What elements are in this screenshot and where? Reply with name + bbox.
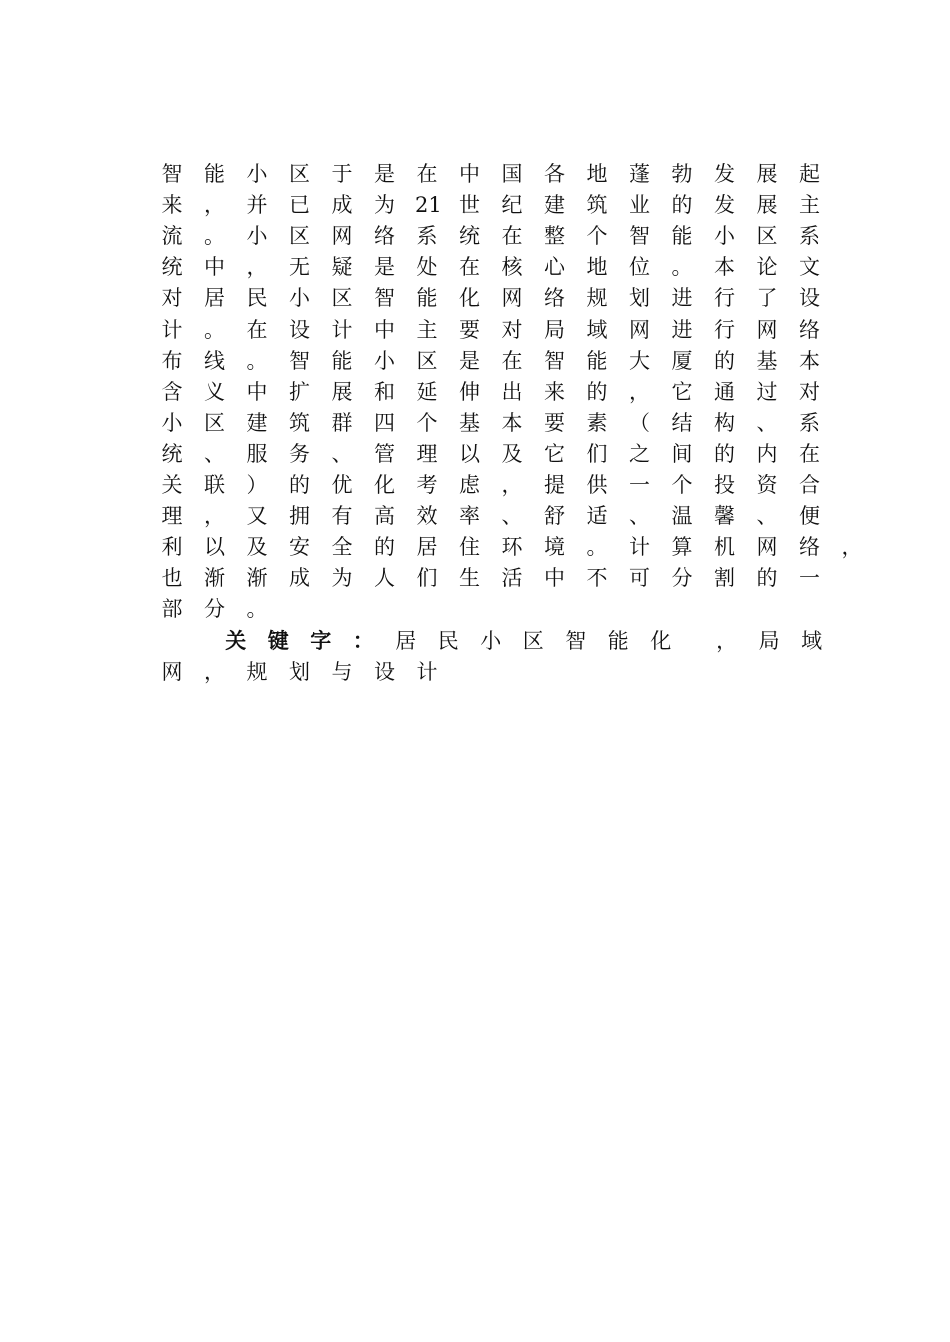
abstract-line bbox=[160, 159, 850, 189]
keywords-label-char: 键 bbox=[267, 627, 289, 653]
text-char: 渐 bbox=[204, 566, 225, 591]
text-char: 四 bbox=[374, 410, 395, 435]
text-char: 进 bbox=[671, 317, 693, 342]
text-char: 在 bbox=[501, 224, 523, 249]
keywords-line bbox=[160, 626, 850, 656]
text-char: 住 bbox=[459, 535, 480, 560]
text-char: 理 bbox=[416, 441, 438, 466]
text-char: 本 bbox=[501, 410, 523, 435]
text-char: 规 bbox=[586, 286, 608, 311]
text-char: 基 bbox=[459, 410, 480, 435]
abstract-line bbox=[160, 470, 850, 500]
keywords-char: 域 bbox=[801, 628, 823, 653]
text-char: 厦 bbox=[671, 348, 693, 373]
text-char: ） bbox=[246, 473, 268, 497]
text-char: 行 bbox=[714, 317, 735, 342]
text-char: 中 bbox=[374, 317, 395, 342]
text-char: 系 bbox=[799, 224, 820, 249]
text-char: 境 bbox=[544, 535, 565, 560]
keywords-label-char: 字 bbox=[310, 627, 332, 653]
keywords-label-char: 关 bbox=[225, 627, 247, 653]
text-char: 生 bbox=[459, 566, 480, 591]
text-char: 含 bbox=[161, 379, 183, 404]
text-char: 与 bbox=[331, 659, 353, 684]
keywords-char: 化 bbox=[650, 628, 672, 653]
text-char: 在 bbox=[501, 348, 523, 373]
text-char: 全 bbox=[331, 535, 353, 560]
text-char: 割 bbox=[714, 566, 735, 591]
text-char: 适 bbox=[586, 504, 608, 529]
text-char: 智 bbox=[161, 162, 183, 186]
text-char: 对 bbox=[161, 286, 183, 311]
text-char: 起 bbox=[799, 162, 820, 186]
text-char: 计 bbox=[161, 317, 183, 342]
text-char: 世 bbox=[459, 193, 480, 218]
text-char: 是 bbox=[374, 255, 395, 280]
text-char: 小 bbox=[246, 162, 268, 186]
text-char: 纪 bbox=[501, 193, 523, 218]
keywords-char: 智 bbox=[565, 628, 587, 653]
text-char: 中 bbox=[204, 255, 225, 280]
text-char: 提 bbox=[544, 473, 565, 497]
text-char: 区 bbox=[204, 410, 225, 435]
text-char: 络 bbox=[374, 224, 395, 249]
text-char: 温 bbox=[671, 504, 693, 529]
text-char: 于 bbox=[331, 162, 353, 186]
text-char: 们 bbox=[416, 566, 438, 591]
text-char: 是 bbox=[459, 348, 480, 373]
text-char: 合 bbox=[799, 473, 820, 497]
text-char: 展 bbox=[331, 379, 353, 404]
text-char: 来 bbox=[544, 379, 565, 404]
text-char: 设 bbox=[374, 659, 395, 684]
text-char: 能 bbox=[586, 348, 608, 373]
abstract-line bbox=[160, 563, 850, 593]
text-char: 中 bbox=[246, 379, 268, 404]
text-char: 效 bbox=[416, 504, 438, 529]
text-char: 居 bbox=[204, 286, 225, 311]
text-char: 来 bbox=[161, 193, 183, 218]
abstract-line bbox=[160, 190, 850, 220]
text-char: 各 bbox=[544, 162, 565, 186]
text-char: 统 bbox=[161, 255, 183, 280]
text-char: 勃 bbox=[671, 162, 693, 186]
text-char: ， bbox=[629, 379, 650, 404]
text-char: 环 bbox=[501, 535, 523, 560]
text-char: 大 bbox=[629, 348, 650, 373]
text-char: 对 bbox=[501, 317, 523, 342]
text-char: 建 bbox=[544, 193, 565, 218]
keywords-char: 民 bbox=[437, 628, 459, 653]
text-char: 拥 bbox=[289, 504, 310, 529]
abstract-line bbox=[160, 346, 850, 376]
text-char: 以 bbox=[459, 441, 480, 466]
text-char: 理 bbox=[161, 504, 183, 529]
text-char: 21 bbox=[415, 193, 442, 218]
text-char: 络 bbox=[544, 286, 565, 311]
text-char: 无 bbox=[289, 255, 310, 280]
text-char: 在 bbox=[459, 255, 480, 280]
text-char: 服 bbox=[246, 441, 268, 466]
text-char: 率 bbox=[459, 504, 480, 529]
text-char: 业 bbox=[629, 193, 650, 218]
text-char: 、 bbox=[204, 441, 225, 466]
text-char: 过 bbox=[756, 379, 778, 404]
text-char: 它 bbox=[671, 379, 693, 404]
text-char: 优 bbox=[331, 473, 353, 497]
text-char: 了 bbox=[756, 286, 778, 311]
text-char: 素 bbox=[586, 410, 608, 435]
text-char: 规 bbox=[246, 659, 268, 684]
text-char: 义 bbox=[204, 379, 225, 404]
abstract-line bbox=[160, 439, 850, 469]
text-char: 并 bbox=[246, 193, 268, 218]
text-char: 国 bbox=[501, 162, 523, 186]
text-char: 文 bbox=[799, 255, 820, 280]
text-char: 之 bbox=[629, 441, 650, 466]
text-char: 展 bbox=[756, 193, 778, 218]
text-char: 通 bbox=[714, 379, 735, 404]
text-char: 蓬 bbox=[629, 162, 650, 186]
text-char: 的 bbox=[289, 473, 310, 497]
text-char: 供 bbox=[586, 473, 608, 497]
text-char: 小 bbox=[246, 224, 268, 249]
text-char: 及 bbox=[246, 535, 268, 560]
text-char: ， bbox=[204, 504, 225, 529]
text-char: 为 bbox=[331, 566, 353, 591]
text-char: 、 bbox=[756, 410, 778, 435]
text-char: 居 bbox=[416, 535, 438, 560]
text-char: 群 bbox=[331, 410, 353, 435]
text-char: 扩 bbox=[289, 379, 310, 404]
text-char: 疑 bbox=[331, 255, 353, 280]
text-char: 的 bbox=[671, 193, 693, 218]
text-char: 的 bbox=[374, 535, 395, 560]
text-char: 主 bbox=[416, 317, 438, 342]
text-char: 能 bbox=[416, 286, 438, 311]
text-char: （ bbox=[629, 410, 650, 435]
keywords-char: 能 bbox=[607, 628, 629, 653]
text-char: 和 bbox=[374, 379, 395, 404]
text-char: 、 bbox=[331, 441, 353, 466]
text-char: 小 bbox=[374, 348, 395, 373]
text-char: 为 bbox=[374, 193, 395, 218]
text-char: 主 bbox=[799, 193, 820, 218]
text-char: 个 bbox=[586, 224, 608, 249]
text-char: 有 bbox=[331, 504, 353, 529]
text-char: 计 bbox=[416, 659, 438, 684]
text-char: 的 bbox=[714, 441, 735, 466]
text-char: 对 bbox=[799, 379, 820, 404]
text-char: 中 bbox=[544, 566, 565, 591]
text-char: 论 bbox=[756, 255, 778, 280]
text-char: 化 bbox=[459, 286, 480, 311]
text-char: 一 bbox=[629, 473, 650, 497]
text-char: 机 bbox=[714, 535, 735, 560]
abstract-line bbox=[160, 315, 850, 345]
text-char: 、 bbox=[629, 504, 650, 529]
text-char: 划 bbox=[629, 286, 650, 311]
text-char: 智 bbox=[544, 348, 565, 373]
text-char: 设 bbox=[289, 317, 310, 342]
text-char: 在 bbox=[799, 441, 820, 466]
text-char: 是 bbox=[374, 162, 395, 186]
text-char: 化 bbox=[374, 473, 395, 497]
text-char: 利 bbox=[161, 535, 183, 560]
text-char: 整 bbox=[544, 224, 565, 249]
text-char: 网 bbox=[501, 286, 523, 311]
text-char: 馨 bbox=[714, 504, 735, 529]
text-char: 中 bbox=[459, 162, 480, 186]
text-char: 在 bbox=[246, 317, 268, 342]
text-char: 资 bbox=[756, 473, 778, 497]
text-char: 出 bbox=[501, 379, 523, 404]
text-char: 不 bbox=[586, 566, 608, 591]
text-char: 的 bbox=[714, 348, 735, 373]
text-char: 以 bbox=[204, 535, 225, 560]
text-char: 筑 bbox=[586, 193, 608, 218]
text-char: 计 bbox=[331, 317, 353, 342]
text-char: 渐 bbox=[246, 566, 268, 591]
text-char: 们 bbox=[586, 441, 608, 466]
text-char: 建 bbox=[246, 410, 268, 435]
abstract-line bbox=[160, 532, 863, 562]
text-char: 间 bbox=[671, 441, 693, 466]
keywords-label-char: ： bbox=[352, 627, 374, 653]
keywords-char: ， bbox=[716, 628, 738, 653]
text-char: 位 bbox=[629, 255, 650, 280]
text-char: 统 bbox=[459, 224, 480, 249]
text-char: 。 bbox=[246, 597, 268, 622]
text-char: 区 bbox=[289, 224, 310, 249]
text-char: ， bbox=[841, 535, 863, 560]
keywords-line-2 bbox=[160, 657, 850, 687]
text-char: 智 bbox=[289, 348, 310, 373]
text-char: 系 bbox=[799, 410, 820, 435]
text-char: ， bbox=[204, 193, 225, 218]
text-char: 高 bbox=[374, 504, 395, 529]
keywords-char: 区 bbox=[522, 628, 544, 653]
text-char: 个 bbox=[416, 410, 438, 435]
text-char: 考 bbox=[416, 473, 438, 497]
text-char: 地 bbox=[586, 162, 608, 186]
text-char: 构 bbox=[714, 410, 735, 435]
text-char: 本 bbox=[799, 348, 820, 373]
text-char: 络 bbox=[799, 317, 820, 342]
text-char: 地 bbox=[586, 255, 608, 280]
text-char: 小 bbox=[289, 286, 310, 311]
text-char: 布 bbox=[161, 348, 183, 373]
text-char: 结 bbox=[671, 410, 693, 435]
text-char: 。 bbox=[246, 348, 268, 373]
text-char: 统 bbox=[161, 441, 183, 466]
text-char: 系 bbox=[416, 224, 438, 249]
text-char: 务 bbox=[289, 441, 310, 466]
text-char: 。 bbox=[671, 255, 693, 280]
keywords-char: 居 bbox=[395, 628, 417, 653]
text-char: 小 bbox=[161, 410, 183, 435]
text-char: 发 bbox=[714, 162, 735, 186]
text-char: 网 bbox=[629, 317, 650, 342]
text-char: 区 bbox=[756, 224, 778, 249]
text-char: 划 bbox=[289, 659, 310, 684]
text-char: 本 bbox=[714, 255, 735, 280]
text-char: 联 bbox=[204, 473, 225, 497]
text-char: 流 bbox=[161, 224, 183, 249]
text-char: 络 bbox=[799, 535, 820, 560]
text-char: 安 bbox=[289, 535, 310, 560]
text-char: 内 bbox=[756, 441, 778, 466]
text-char: 设 bbox=[799, 286, 820, 311]
text-char: 网 bbox=[756, 535, 778, 560]
text-char: 的 bbox=[756, 566, 778, 591]
text-char: 可 bbox=[629, 566, 650, 591]
text-char: 分 bbox=[204, 597, 225, 622]
text-char: 活 bbox=[501, 566, 523, 591]
text-char: 个 bbox=[671, 473, 693, 497]
text-char: 要 bbox=[459, 317, 480, 342]
text-char: 部 bbox=[161, 597, 183, 622]
text-char: 成 bbox=[331, 193, 353, 218]
text-char: 发 bbox=[714, 193, 735, 218]
text-char: 算 bbox=[671, 535, 693, 560]
text-char: 域 bbox=[586, 317, 608, 342]
text-char: 行 bbox=[714, 286, 735, 311]
abstract-line bbox=[160, 252, 850, 282]
text-char: 网 bbox=[331, 224, 353, 249]
text-char: 、 bbox=[501, 504, 523, 529]
text-char: 能 bbox=[204, 162, 225, 186]
text-char: 民 bbox=[246, 286, 268, 311]
text-char: 。 bbox=[586, 535, 608, 560]
text-char: ， bbox=[501, 473, 523, 497]
text-char: 的 bbox=[586, 379, 608, 404]
text-char: 智 bbox=[374, 286, 395, 311]
text-char: 延 bbox=[416, 379, 438, 404]
abstract-line bbox=[160, 408, 850, 438]
abstract-line bbox=[160, 221, 850, 251]
text-char: 又 bbox=[246, 504, 268, 529]
text-char: 智 bbox=[629, 224, 650, 249]
text-char: 人 bbox=[374, 566, 395, 591]
text-char: 。 bbox=[204, 317, 225, 342]
abstract-line bbox=[160, 594, 850, 624]
text-char: 分 bbox=[671, 566, 693, 591]
text-char: 在 bbox=[416, 162, 438, 186]
keywords-char: 小 bbox=[480, 628, 502, 653]
text-char: 处 bbox=[416, 255, 438, 280]
text-char: 网 bbox=[161, 659, 183, 684]
text-char: 计 bbox=[629, 535, 650, 560]
text-char: 、 bbox=[756, 504, 778, 529]
text-char: 关 bbox=[161, 473, 183, 497]
text-char: 能 bbox=[671, 224, 693, 249]
text-char: 舒 bbox=[544, 504, 565, 529]
abstract-line bbox=[160, 377, 850, 407]
text-char: 展 bbox=[756, 162, 778, 186]
abstract-line bbox=[160, 283, 850, 313]
text-char: 线 bbox=[204, 348, 225, 373]
text-char: 虑 bbox=[459, 473, 480, 497]
text-char: 也 bbox=[161, 566, 183, 591]
text-char: 已 bbox=[289, 193, 310, 218]
text-char: 小 bbox=[714, 224, 735, 249]
text-char: 心 bbox=[544, 255, 565, 280]
text-char: 区 bbox=[289, 162, 310, 186]
text-char: 伸 bbox=[459, 379, 480, 404]
text-char: 。 bbox=[204, 224, 225, 249]
text-char: 成 bbox=[289, 566, 310, 591]
text-char: ， bbox=[204, 659, 225, 684]
text-char: 区 bbox=[331, 286, 353, 311]
text-char: 它 bbox=[544, 441, 565, 466]
text-char: 进 bbox=[671, 286, 693, 311]
text-char: 投 bbox=[714, 473, 735, 497]
text-char: 区 bbox=[416, 348, 438, 373]
text-char: 核 bbox=[501, 255, 523, 280]
text-char: 便 bbox=[799, 504, 820, 529]
text-char: 网 bbox=[756, 317, 778, 342]
text-char: 一 bbox=[799, 566, 820, 591]
text-char: 局 bbox=[544, 317, 565, 342]
text-char: 筑 bbox=[289, 410, 310, 435]
text-char: 能 bbox=[331, 348, 353, 373]
text-char: ， bbox=[246, 255, 268, 280]
text-char: 管 bbox=[374, 441, 395, 466]
keywords-char: 局 bbox=[758, 628, 780, 653]
abstract-line bbox=[160, 501, 850, 531]
text-char: 及 bbox=[501, 441, 523, 466]
text-char: 要 bbox=[544, 410, 565, 435]
text-char: 基 bbox=[756, 348, 778, 373]
